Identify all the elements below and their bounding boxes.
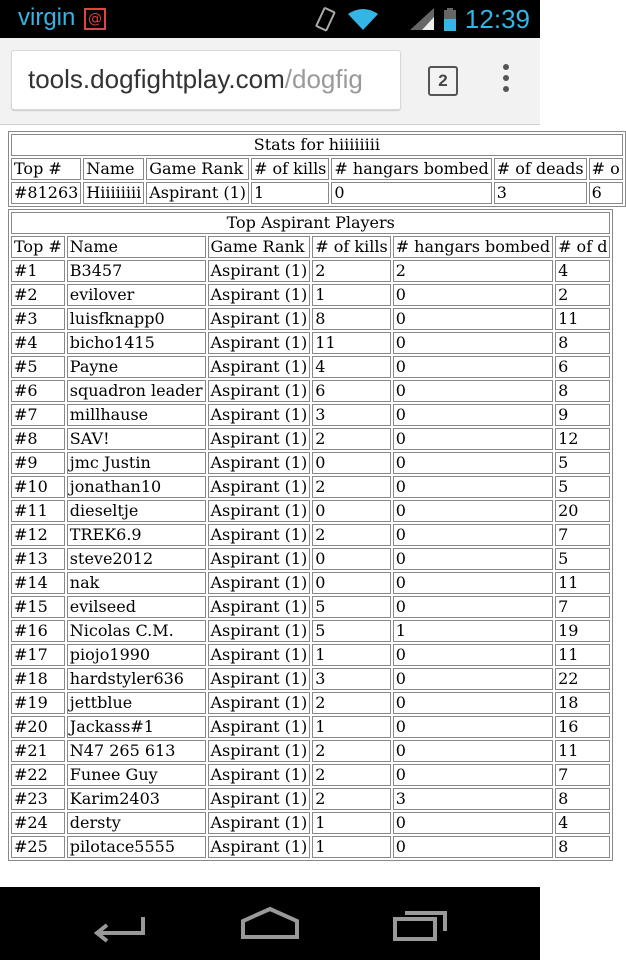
column-header: Name	[67, 236, 206, 258]
table-cell: 2	[312, 788, 390, 810]
table-row	[11, 284, 610, 306]
overflow-menu-icon[interactable]	[496, 64, 516, 98]
table-cell: 0	[393, 428, 553, 450]
table-cell: #13	[11, 548, 65, 570]
table-row	[11, 836, 610, 858]
table-cell: #6	[11, 380, 65, 402]
table-cell: 0	[393, 308, 553, 330]
table-cell: millhause	[67, 404, 206, 426]
table-cell: #22	[11, 764, 65, 786]
column-header: # o	[589, 158, 623, 180]
table-cell: 6	[589, 182, 623, 204]
table-cell: 1	[393, 620, 553, 642]
table-cell: 0	[393, 740, 553, 762]
table-row	[11, 620, 610, 642]
table-cell: 1	[312, 284, 390, 306]
column-header: # of deads	[494, 158, 587, 180]
table-cell: 0	[393, 572, 553, 594]
table-cell: dersty	[67, 812, 206, 834]
player-stats-title: Stats for hiiiiiiii	[11, 134, 623, 156]
table-cell: 11	[555, 308, 610, 330]
table-cell: Aspirant (1)	[208, 764, 311, 786]
table-cell: Aspirant (1)	[208, 812, 311, 834]
table-row	[11, 692, 610, 714]
column-header: Game Rank	[146, 158, 249, 180]
table-row	[11, 716, 610, 738]
player-stats-table	[8, 131, 626, 207]
table-cell: 0	[393, 668, 553, 690]
table-cell: #14	[11, 572, 65, 594]
top-players-title: Top Aspirant Players	[11, 212, 610, 234]
table-cell: 2	[312, 764, 390, 786]
status-bar	[0, 0, 540, 38]
table-row	[11, 404, 610, 426]
table-cell: 12	[555, 428, 610, 450]
table-row	[11, 524, 610, 546]
table-cell: squadron leader	[67, 380, 206, 402]
table-cell: 7	[555, 764, 610, 786]
table-cell: #20	[11, 716, 65, 738]
table-row	[11, 452, 610, 474]
table-cell: 18	[555, 692, 610, 714]
table-cell: 6	[555, 356, 610, 378]
table-cell: SAV!	[67, 428, 206, 450]
table-cell: 0	[393, 284, 553, 306]
table-cell: 2	[312, 260, 390, 282]
table-cell: N47 265 613	[67, 740, 206, 762]
system-nav-bar	[0, 887, 540, 960]
table-cell: luisfknapp0	[67, 308, 206, 330]
table-cell: #2	[11, 284, 65, 306]
column-header: Game Rank	[208, 236, 311, 258]
home-icon[interactable]	[235, 901, 305, 945]
table-cell: Aspirant (1)	[208, 260, 311, 282]
table-row	[11, 812, 610, 834]
url-text[interactable]	[28, 64, 363, 95]
table-cell: 0	[393, 644, 553, 666]
table-cell: #23	[11, 788, 65, 810]
table-row	[11, 308, 610, 330]
table-cell: #7	[11, 404, 65, 426]
table-cell: #8	[11, 428, 65, 450]
table-cell: 0	[393, 812, 553, 834]
table-cell: 1	[312, 812, 390, 834]
table-cell: Hiiiiiiii	[83, 182, 144, 204]
table-cell: 4	[312, 356, 390, 378]
column-header: # hangars bombed	[331, 158, 491, 180]
table-cell: 20	[555, 500, 610, 522]
table-cell: Aspirant (1)	[208, 284, 311, 306]
table-cell: #24	[11, 812, 65, 834]
table-cell: 6	[312, 380, 390, 402]
table-cell: 4	[555, 260, 610, 282]
table-row	[11, 572, 610, 594]
table-row	[11, 380, 610, 402]
table-cell: Aspirant (1)	[208, 644, 311, 666]
table-cell: Aspirant (1)	[208, 356, 311, 378]
table-cell: 1	[312, 644, 390, 666]
table-cell: 11	[555, 740, 610, 762]
player-stats-row	[11, 182, 623, 204]
table-cell: 22	[555, 668, 610, 690]
column-header: # of kills	[251, 158, 329, 180]
table-cell: 8	[555, 788, 610, 810]
table-cell: Aspirant (1)	[208, 476, 311, 498]
table-cell: Aspirant (1)	[208, 692, 311, 714]
table-cell: 2	[312, 428, 390, 450]
table-cell: jonathan10	[67, 476, 206, 498]
signal-icon	[410, 8, 434, 30]
table-row	[11, 428, 610, 450]
table-row	[11, 764, 610, 786]
table-cell: #10	[11, 476, 65, 498]
table-cell: 7	[555, 524, 610, 546]
table-cell: 8	[555, 836, 610, 858]
table-cell: #11	[11, 500, 65, 522]
column-header: # of kills	[312, 236, 390, 258]
table-cell: 7	[555, 596, 610, 618]
table-cell: 8	[555, 380, 610, 402]
table-cell: 3	[312, 404, 390, 426]
table-cell: 11	[555, 644, 610, 666]
table-cell: #81263	[11, 182, 81, 204]
table-cell: Aspirant (1)	[208, 428, 311, 450]
top-players-table	[8, 209, 613, 861]
table-cell: 0	[312, 572, 390, 594]
table-cell: #1	[11, 260, 65, 282]
table-row	[11, 596, 610, 618]
table-cell: 0	[393, 356, 553, 378]
table-row	[11, 548, 610, 570]
table-cell: 0	[393, 716, 553, 738]
table-cell: 0	[312, 548, 390, 570]
table-cell: Aspirant (1)	[208, 308, 311, 330]
table-cell: Jackass#1	[67, 716, 206, 738]
table-cell: 2	[312, 740, 390, 762]
table-cell: Aspirant (1)	[208, 404, 311, 426]
table-cell: Aspirant (1)	[208, 596, 311, 618]
table-cell: Funee Guy	[67, 764, 206, 786]
top-players-header-row	[11, 236, 610, 258]
table-row	[11, 332, 610, 354]
column-header: Top #	[11, 158, 81, 180]
table-cell: pilotace5555	[67, 836, 206, 858]
table-cell: 2	[393, 260, 553, 282]
table-cell: hardstyler636	[67, 668, 206, 690]
table-cell: 8	[555, 332, 610, 354]
carrier-label: virgin	[18, 4, 76, 31]
table-cell: Aspirant (1)	[208, 716, 311, 738]
table-row	[11, 356, 610, 378]
table-cell: Aspirant (1)	[208, 620, 311, 642]
vibrate-icon	[316, 8, 334, 31]
table-cell: #19	[11, 692, 65, 714]
table-row	[11, 260, 610, 282]
table-cell: Aspirant (1)	[208, 524, 311, 546]
table-cell: 5	[312, 620, 390, 642]
table-row	[11, 788, 610, 810]
table-cell: 16	[555, 716, 610, 738]
table-cell: Payne	[67, 356, 206, 378]
table-cell: jettblue	[67, 692, 206, 714]
table-cell: 19	[555, 620, 610, 642]
table-cell: Aspirant (1)	[208, 380, 311, 402]
table-cell: 2	[312, 524, 390, 546]
table-cell: 0	[393, 524, 553, 546]
table-cell: bicho1415	[67, 332, 206, 354]
table-cell: Karim2403	[67, 788, 206, 810]
table-cell: Aspirant (1)	[208, 836, 311, 858]
table-cell: #9	[11, 452, 65, 474]
table-cell: steve2012	[67, 548, 206, 570]
table-row	[11, 476, 610, 498]
status-icons	[314, 6, 464, 32]
table-cell: #12	[11, 524, 65, 546]
table-cell: 3	[393, 788, 553, 810]
table-cell: Aspirant (1)	[208, 500, 311, 522]
table-cell: 3	[312, 668, 390, 690]
table-cell: #25	[11, 836, 65, 858]
table-cell: 2	[312, 692, 390, 714]
table-cell: #3	[11, 308, 65, 330]
table-cell: 0	[393, 764, 553, 786]
table-cell: #5	[11, 356, 65, 378]
column-header: # hangars bombed	[393, 236, 553, 258]
url-bar[interactable]	[11, 50, 401, 110]
table-cell: dieseltje	[67, 500, 206, 522]
table-cell: 2	[312, 476, 390, 498]
table-cell: #16	[11, 620, 65, 642]
table-cell: 0	[312, 500, 390, 522]
table-row	[11, 500, 610, 522]
table-row	[11, 668, 610, 690]
table-cell: Aspirant (1)	[208, 332, 311, 354]
table-cell: Aspirant (1)	[208, 548, 311, 570]
table-cell: 0	[393, 404, 553, 426]
column-header: Name	[83, 158, 144, 180]
table-cell: 2	[555, 284, 610, 306]
page-content[interactable]	[0, 125, 620, 887]
table-cell: 0	[393, 476, 553, 498]
table-cell: 0	[393, 332, 553, 354]
table-cell: 5	[312, 596, 390, 618]
table-cell: 0	[312, 452, 390, 474]
table-cell: #18	[11, 668, 65, 690]
recent-apps-icon[interactable]	[385, 901, 455, 945]
url-path: /dogfig	[284, 64, 363, 94]
table-cell: 0	[393, 380, 553, 402]
table-cell: 3	[494, 182, 587, 204]
table-cell: Aspirant (1)	[208, 668, 311, 690]
table-cell: evilseed	[67, 596, 206, 618]
table-cell: #21	[11, 740, 65, 762]
table-cell: 1	[312, 716, 390, 738]
table-cell: 0	[393, 836, 553, 858]
table-cell: #15	[11, 596, 65, 618]
table-cell: B3457	[67, 260, 206, 282]
battery-icon	[444, 8, 456, 31]
table-row	[11, 644, 610, 666]
table-cell: Nicolas C.M.	[67, 620, 206, 642]
table-cell: jmc Justin	[67, 452, 206, 474]
table-cell: Aspirant (1)	[208, 452, 311, 474]
table-cell: 9	[555, 404, 610, 426]
table-cell: Aspirant (1)	[146, 182, 249, 204]
clock: 12:39	[464, 4, 530, 34]
table-cell: 8	[312, 308, 390, 330]
table-cell: 0	[393, 596, 553, 618]
table-cell: nak	[67, 572, 206, 594]
table-cell: 5	[555, 548, 610, 570]
table-cell: #17	[11, 644, 65, 666]
player-stats-header-row	[11, 158, 623, 180]
table-row	[11, 740, 610, 762]
table-cell: 4	[555, 812, 610, 834]
table-cell: 1	[251, 182, 329, 204]
browser-toolbar	[0, 38, 540, 125]
table-cell: 5	[555, 476, 610, 498]
table-cell: 5	[555, 452, 610, 474]
back-icon[interactable]	[85, 901, 155, 945]
column-header: # of d	[555, 236, 610, 258]
table-cell: Aspirant (1)	[208, 740, 311, 762]
wifi-icon	[348, 9, 378, 30]
table-cell: 0	[393, 452, 553, 474]
column-header: Top #	[11, 236, 65, 258]
table-cell: 0	[393, 500, 553, 522]
table-cell: 1	[312, 836, 390, 858]
table-cell: piojo1990	[67, 644, 206, 666]
table-cell: 0	[331, 182, 491, 204]
table-cell: Aspirant (1)	[208, 788, 311, 810]
table-cell: TREK6.9	[67, 524, 206, 546]
table-cell: Aspirant (1)	[208, 572, 311, 594]
table-cell: 11	[312, 332, 390, 354]
url-domain: tools.dogfightplay.com	[28, 64, 285, 94]
table-cell: evilover	[67, 284, 206, 306]
tab-switcher-button[interactable]: 2	[428, 66, 458, 96]
table-cell: 0	[393, 692, 553, 714]
notification-icon: @	[84, 8, 106, 30]
table-cell: 11	[555, 572, 610, 594]
table-cell: 0	[393, 548, 553, 570]
table-cell: #4	[11, 332, 65, 354]
